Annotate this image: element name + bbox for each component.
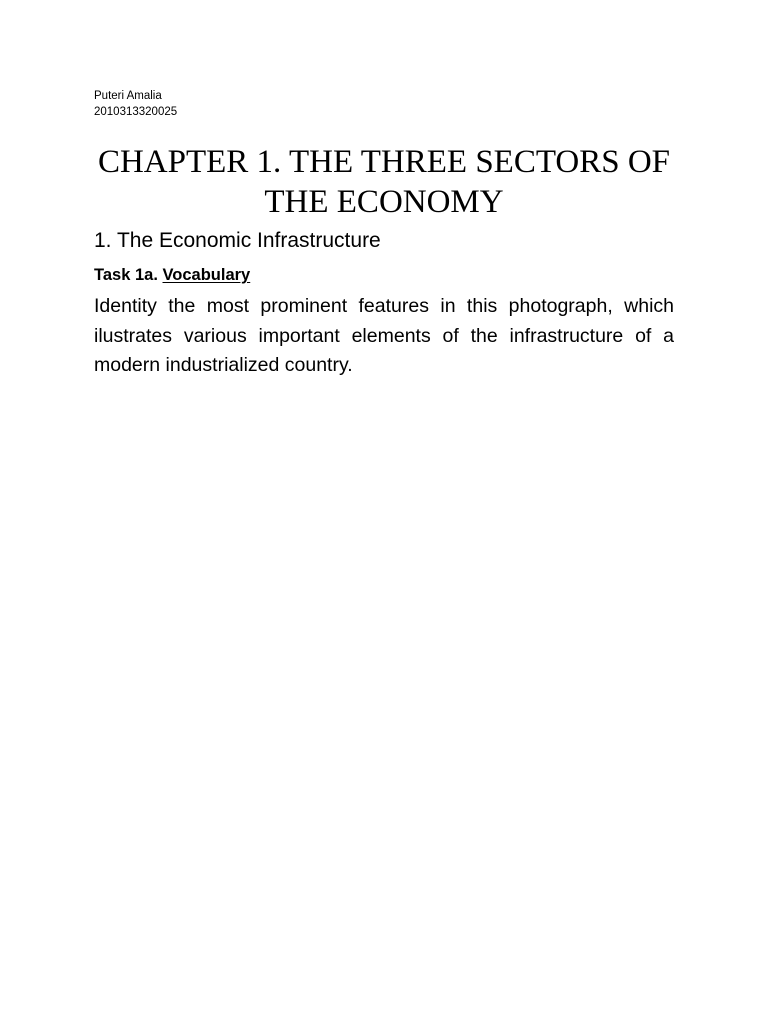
- student-id: 2010313320025: [94, 106, 178, 118]
- chapter-title: CHAPTER 1. THE THREE SECTORS OF THE ECONOMY: [97, 144, 671, 220]
- instruction-paragraph: Identity the most prominent features in this photograph, which ilustrates various important elements of the infrastructure of a modern industrialized country.: [94, 295, 674, 376]
- task-heading: [94, 263, 250, 287]
- author-block: [94, 88, 177, 120]
- task-label: Task 1a.: [94, 266, 158, 284]
- author-name: Puteri Amalia: [94, 90, 162, 102]
- section-heading: 1. The Economic Infrastructure: [94, 229, 381, 252]
- task-title: Vocabulary: [162, 266, 251, 284]
